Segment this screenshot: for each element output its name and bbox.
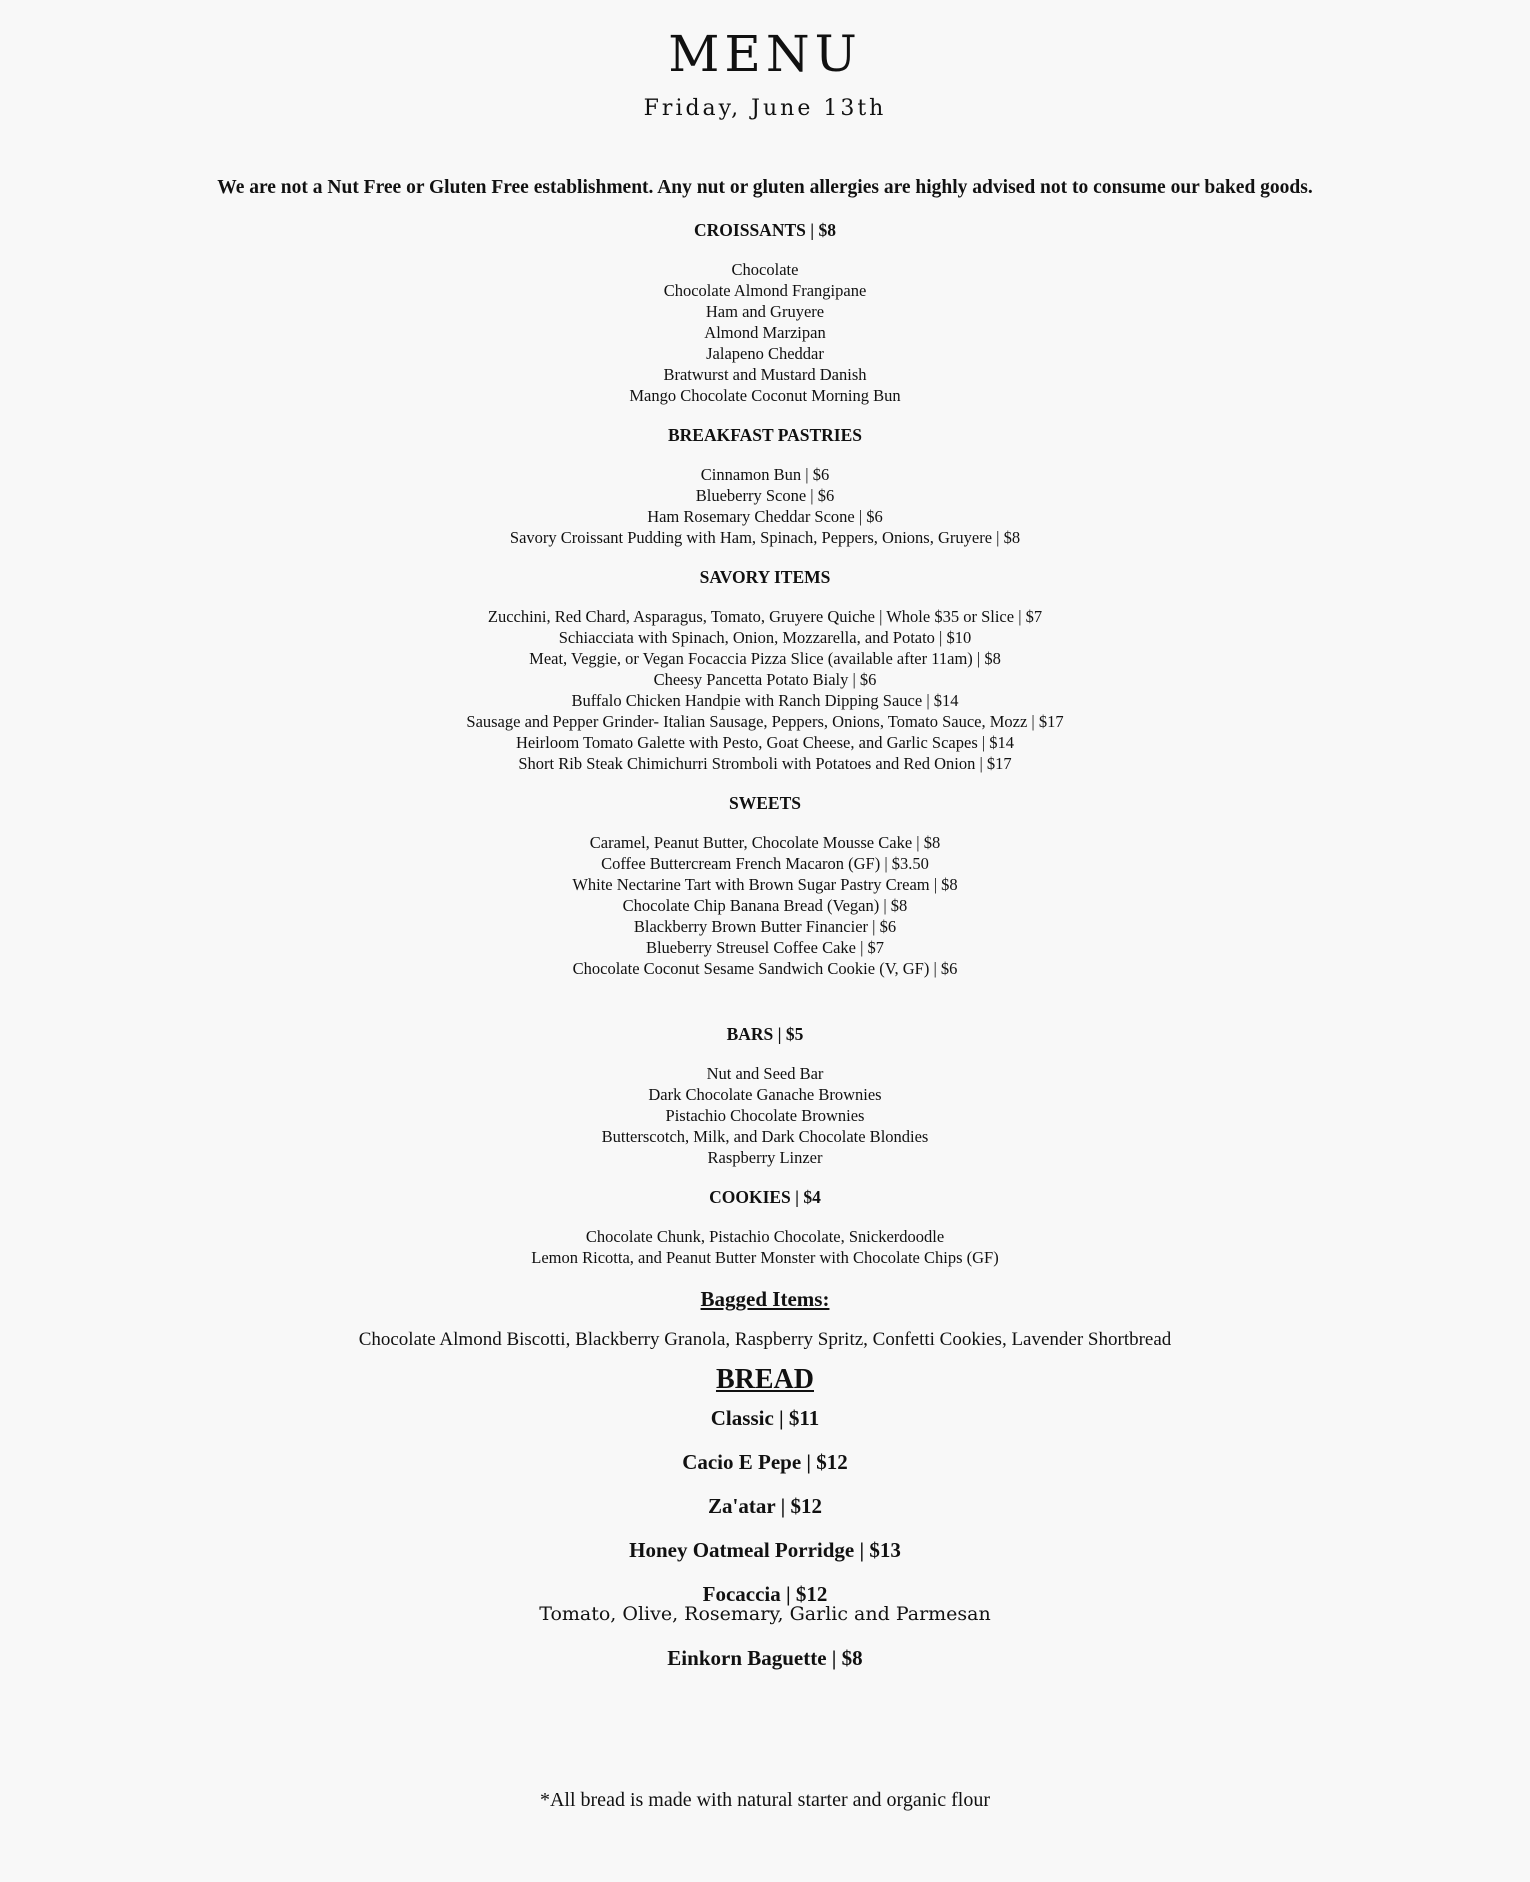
bagged-items-list: Chocolate Almond Biscotti, Blackberry Granola, Raspberry Spritz, Confetti Cookies, Lavender Shortbread	[358, 1329, 1172, 1350]
list-item: Savory Croissant Pudding with Ham, Spinach, Peppers, Onions, Gruyere | $8	[509, 528, 1021, 547]
list-item: Chocolate Chip Banana Bread (Vegan) | $8	[622, 896, 908, 915]
list-item: Sausage and Pepper Grinder- Italian Sausage, Peppers, Onions, Tomato Sauce, Mozz | $17	[466, 712, 1064, 731]
list-item: Schiacciata with Spinach, Onion, Mozzarella, and Potato | $10	[558, 628, 972, 647]
cookies-list	[0, 1226, 1530, 1268]
list-item: Jalapeno Cheddar	[706, 344, 824, 363]
list-item: Cinnamon Bun | $6	[700, 465, 830, 484]
focaccia-description: Tomato, Olive, Rosemary, Garlic and Parmesan	[539, 1603, 991, 1625]
list-item: Meat, Veggie, or Vegan Focaccia Pizza Slice (available after 11am) | $8	[529, 649, 1001, 668]
list-item: Dark Chocolate Ganache Brownies	[648, 1085, 882, 1104]
bread-item-cacio-e-pepe: Cacio E Pepe | $12	[682, 1450, 848, 1474]
section-heading-savory-items: SAVORY ITEMS	[699, 567, 831, 587]
list-item: Lemon Ricotta, and Peanut Butter Monster with Chocolate Chips (GF)	[531, 1248, 999, 1267]
section-heading-sweets: SWEETS	[729, 793, 801, 813]
section-heading-bread: BREAD	[715, 1364, 814, 1395]
bread-footnote: *All bread is made with natural starter and organic flour	[539, 1789, 991, 1811]
bread-item-classic: Classic | $11	[710, 1406, 820, 1430]
list-item: Pistachio Chocolate Brownies	[665, 1106, 865, 1125]
section-heading-croissants: CROISSANTS | $8	[694, 220, 836, 240]
section-heading-bars: BARS | $5	[726, 1024, 804, 1044]
list-item: Cheesy Pancetta Potato Bialy | $6	[653, 670, 877, 689]
list-item: Short Rib Steak Chimichurri Stromboli with Potatoes and Red Onion | $17	[518, 754, 1012, 773]
list-item: Buffalo Chicken Handpie with Ranch Dipping Sauce | $14	[571, 691, 959, 710]
sweets-list	[0, 832, 1530, 979]
savory-items-list	[0, 606, 1530, 774]
list-item: Blueberry Scone | $6	[695, 486, 835, 505]
section-heading-breakfast-pastries: BREAKFAST PASTRIES	[667, 425, 862, 445]
list-item: Coffee Buttercream French Macaron (GF) | $3.50	[601, 854, 929, 873]
list-item: Chocolate Coconut Sesame Sandwich Cookie (V, GF) | $6	[572, 959, 958, 978]
list-item: White Nectarine Tart with Brown Sugar Pastry Cream | $8	[572, 875, 958, 894]
list-item: Chocolate	[731, 260, 799, 279]
section-heading-cookies: COOKIES | $4	[709, 1187, 821, 1207]
list-item: Almond Marzipan	[704, 323, 826, 342]
section-heading-bagged-items: Bagged Items:	[700, 1287, 830, 1311]
allergy-notice: We are not a Nut Free or Gluten Free establishment. Any nut or gluten allergies are highly advised not to consume our baked goods.	[217, 177, 1313, 198]
list-item: Blackberry Brown Butter Financier | $6	[633, 917, 897, 936]
croissants-list	[0, 259, 1530, 406]
bars-list	[0, 1063, 1530, 1168]
breakfast-pastries-list	[0, 464, 1530, 548]
bread-item-honey-oatmeal: Honey Oatmeal Porridge | $13	[629, 1538, 901, 1562]
menu-body	[0, 217, 1530, 1688]
list-item: Raspberry Linzer	[707, 1148, 823, 1167]
list-item: Mango Chocolate Coconut Morning Bun	[629, 386, 901, 405]
spacer	[0, 995, 1530, 1021]
list-item: Ham Rosemary Cheddar Scone | $6	[647, 507, 883, 526]
list-item: Heirloom Tomato Galette with Pesto, Goat Cheese, and Garlic Scapes | $14	[515, 733, 1015, 752]
list-item: Nut and Seed Bar	[706, 1064, 824, 1083]
bread-item-focaccia: Focaccia | $12	[702, 1582, 828, 1606]
list-item: Blueberry Streusel Coffee Cake | $7	[645, 938, 885, 957]
page-title: MENU	[668, 25, 862, 83]
menu-date: Friday, June 13th	[643, 96, 887, 121]
list-item: Ham and Gruyere	[705, 302, 825, 321]
list-item: Caramel, Peanut Butter, Chocolate Mousse Cake | $8	[589, 833, 941, 852]
list-item: Bratwurst and Mustard Danish	[663, 365, 867, 384]
bread-item-zaatar: Za'atar | $12	[708, 1494, 822, 1518]
list-item: Chocolate Chunk, Pistachio Chocolate, Snickerdoodle	[585, 1227, 945, 1246]
bread-item-einkorn-baguette: Einkorn Baguette | $8	[667, 1646, 863, 1670]
list-item: Zucchini, Red Chard, Asparagus, Tomato, Gruyere Quiche | Whole $35 or Slice | $7	[487, 607, 1043, 626]
list-item: Butterscotch, Milk, and Dark Chocolate Blondies	[601, 1127, 929, 1146]
list-item: Chocolate Almond Frangipane	[663, 281, 867, 300]
